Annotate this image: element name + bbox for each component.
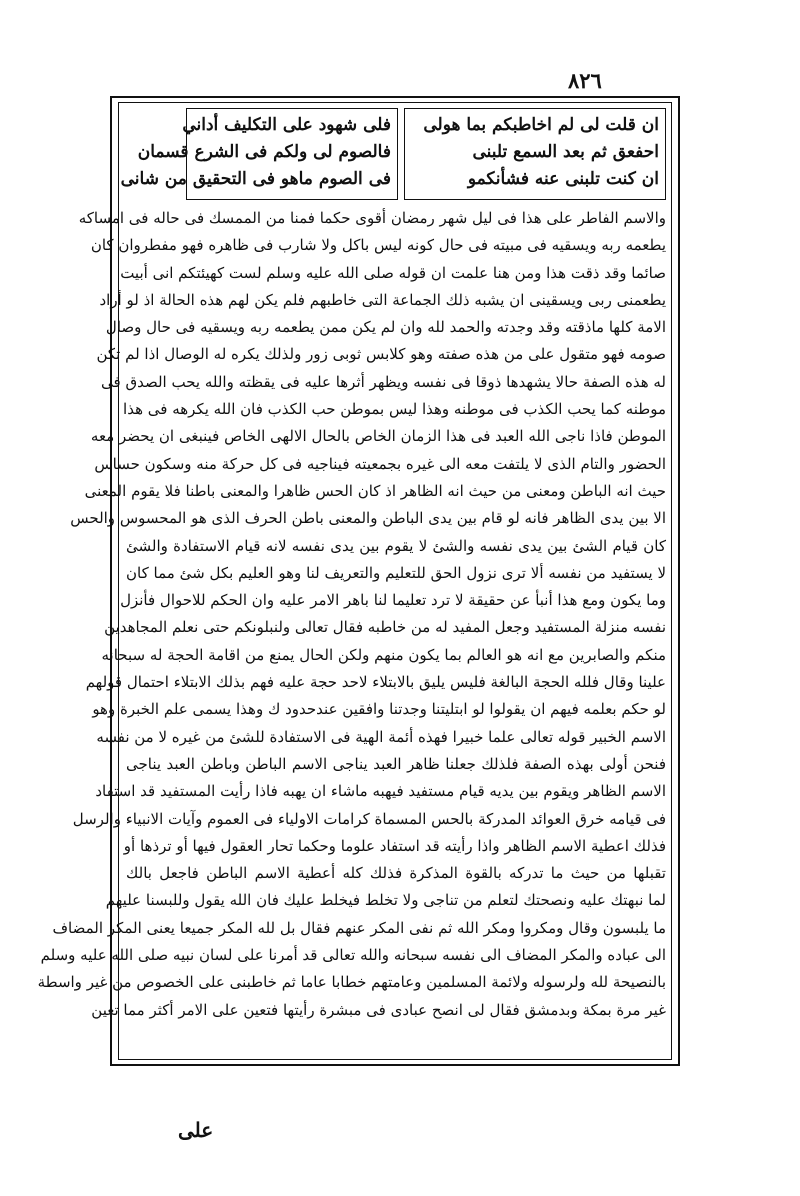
text-line: غير مرة بمكة وبدمشق فقال لى انصح عبادى فى مبشرة رأيتها فتعين على الامر أكثر مما تعين: [91, 1000, 666, 1019]
text-line: يطعمنى ربى ويسقينى ان يشبه ذلك الجماعة التى خاطبهم فلم يكن لهم هذه الحالة اذ لو أراد: [99, 290, 666, 309]
text-line: صومه فهو متقول على من هذه صفته وهو كلابس ثوبى زور ولذلك يكره له الوصال اذا لم تكن: [96, 345, 666, 364]
text-line: تقبلها من حيث ما تدركه بالقوة المذكرة فذلك كله أعطية الاسم الباطن فاجعل بالك: [126, 864, 666, 883]
verse-line: فالصوم لى ولكم فى الشرع قسمان: [137, 142, 391, 162]
text-line: بالنصيحة لله ولرسوله ولائمة المسلمين وعامتهم خطابا عاما ثم خاطبنى على الخصوص من غير واسطة: [37, 973, 666, 992]
text-line: لو حكم بعلمه فيهم ان يقولوا لو ابتليتنا وجدتنا وافقين عندحدود ك وهذا يسمى علم الخبرة وهو: [92, 700, 666, 719]
body-text: [37, 205, 666, 1055]
text-line: الاسم الظاهر ويقوم بين يديه قيام مستفيد فيهبه ماشاء ان يهبه فاذا رأيت المستفيد قد استفاد: [95, 782, 666, 801]
text-line: صائما وقد ذقت هذا ومن هنا علمت ان قوله صلى الله عليه وسلم لست كهيئتكم انى أبيت: [120, 263, 666, 282]
page-number: ٨٢٦: [568, 68, 602, 93]
verse-line: فى الصوم ماهو فى التحقيق من شانى: [120, 169, 391, 189]
text-line: علينا وقال فلله الحجة البالغة فليس يليق بالابتلاء لاحد حجة عليه فهم بذلك الابتلاء احتمال قولهم: [85, 673, 666, 692]
text-line: له هذه الصفة حالا يشهدها ذوقا فى نفسه ويظهر أثرها عليه فى يقظته والله يحب الصدق فى: [101, 372, 666, 391]
verse-line: فلى شهود على التكليف أداني: [182, 115, 391, 135]
text-line: ما يلبسون وقال ومكروا ومكر الله ثم نفى المكر عنهم فقال بل لله المكر جميعا يعنى المكر المضاف: [52, 918, 666, 937]
text-line: موطنه كما يحب الكذب فى موطنه وهذا ليس بموطن حب الكذب فان الله يكرهه فى هذا: [123, 400, 666, 419]
text-line: الموطن فاذا ناجى الله العبد فى هذا الزمان الخاص بالحال الالهى الخاص فينبغى ان يحضر معه: [90, 427, 666, 446]
text-line: الامة كلها ماذقته وقد وجدته والحمد لله وان لم يكن ممن يطعمه ربه ويسقيه فى حال وصال: [105, 318, 666, 337]
text-line: الاسم الخبير قوله تعالى علما خبيرا فهذه أئمة الهية فى الاستفادة للشئ من غيره لا من نفسه: [96, 727, 666, 746]
text-line: فذلك اعطية الاسم الظاهر واذا رأيته قد استفاد علوما وحكما تحار العقول فيها أو ترذها أو: [123, 836, 666, 855]
text-line: فنحن أولى بهذه الصفة فلذلك جعلنا ظاهر العبد يناجى الاسم الباطن وباطن العبد يناجى: [126, 754, 666, 773]
text-line: لا يستفيد من نفسه ألا ترى نزول الحق للتعليم والتعريف لنا وهو العليم بكل شئ مما كان: [126, 563, 666, 582]
verse-line: ان كنت تلبنى عنه فشأنكمو: [467, 169, 659, 189]
verse-line: ان قلت لى لم اخاطبكم بما هولى: [423, 115, 659, 135]
text-line: الا بين يدى الظاهر فانه لو قام بين يدى الباطن والمعنى باطن الحرف الذى هو المحسوس والحس: [70, 509, 666, 528]
text-line: كان قيام الشئ بين يدى نفسه والشئ لا يقوم بين يدى نفسه لانه قيام الاستفادة والشئ: [126, 536, 666, 555]
text-line: فى قيامه خرق العوائد المدركة بالحس المسماة كرامات الاولياء فى العموم وآيات الانبياء والرسل: [72, 809, 666, 828]
verse-line: احفعق ثم بعد السمع تلبنى: [472, 142, 659, 162]
catchword: على: [178, 1118, 214, 1142]
text-line: منكم والصابرين مع انه هو العالم بما يكون منهم ولكن الحال يمنع من اقامة الحجة له سبحانه: [101, 645, 666, 664]
text-line: لما نبهتك عليه ونصحتك لتعلم من تناجى ولا تخلط فيخلط عليك فان الله يقول وللبسنا عليهم: [105, 891, 666, 910]
text-line: حيث انه الباطن ومعنى من حيث انه الظاهر اذ كان الحس ظاهرا والمعنى باطنا فلا يقوم المعنى: [84, 481, 666, 500]
text-line: يطعمه ربه ويسقيه فى مبيته فى حال كونه ليس باكل ولا شارب فى ظاهره فهو مفطروان كان: [90, 236, 666, 255]
verse-box-left: [120, 108, 398, 200]
text-line: الحضور والتام الذى لا يلتفت معه الى غيره بجمعيته فيناجيه فى كل حركة منه وسكون حساس: [94, 454, 666, 473]
verse-box-right: [404, 108, 666, 200]
text-line: الى عباده والمكر المضاف الى نفسه سبحانه والله تعالى قد أمرنا على لسان نبيه صلى الله عليه وسلم: [40, 946, 666, 965]
text-line: والاسم الفاطر على هذا فى ليل شهر رمضان أقوى حكما فمنا من الممسك فى حاله فى امساكه: [78, 209, 666, 227]
text-line: وما يكون ومع هذا أنبأ عن حقيقة لا ترد تعليما لنا باهر الامر عليه وان الحكم للاحوال فأنزل: [120, 591, 666, 610]
text-line: نفسه منزلة المستفيد وجعل المفيد له من خاطبه فقال تعالى ولنبلونكم حتى نعلم المجاهدين: [104, 618, 666, 637]
